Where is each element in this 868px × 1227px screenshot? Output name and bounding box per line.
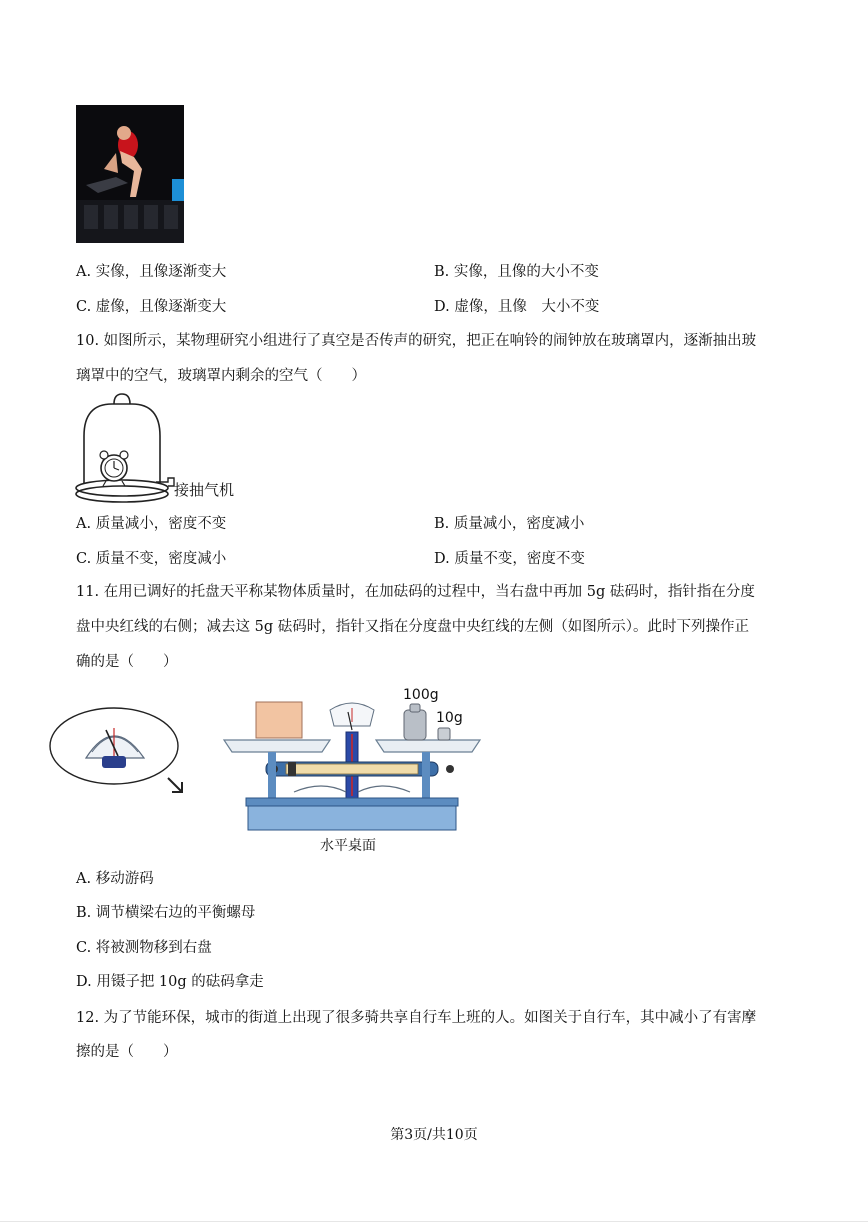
q10-option-d: D. 质量不变，密度不变 [434,551,585,567]
vacuum-pump-label: 接抽气机 [174,481,235,499]
q10-option-c: C. 质量不变，密度减小 [76,551,227,567]
q11-option-d: D. 用镊子把 10g 的砝码拿走 [76,974,264,990]
weight-100g-label: 100g [403,687,439,703]
q11-stem-line1: 11. 在用已调好的托盘天平称某物体质量时，在加砝码的过程中，当右盘中再加 5g 砝码时，指针指在分度 [76,584,755,600]
q10-option-a: A. 质量减小，密度不变 [76,516,227,532]
q11-stem-line3: 确的是（ ） [76,654,178,670]
q10-option-b: B. 质量减小，密度减小 [434,516,585,532]
pointer-dial-inset [48,706,198,806]
q11-option-a: A. 移动游码 [76,871,154,887]
q11-stem-line2: 盘中央红线的右侧；减去这 5g 砝码时，指针又指在分度盘中央红线的左侧（如图所示）。此时下列操作正 [76,619,749,635]
table-label: 水平桌面 [320,838,376,854]
q9-option-c: C. 虚像，且像逐渐变大 [76,299,227,315]
weight-10g-label: 10g [436,710,463,726]
q9-option-a: A. 实像，且像逐渐变大 [76,264,227,280]
page-footer: 第3页/共10页 [390,1127,478,1143]
q10-stem-line1: 10. 如图所示，某物理研究小组进行了真空是否传声的研究，把正在响铃的闹钟放在玻璃罩内，逐渐抽出玻 [76,333,757,349]
bottom-divider [0,1221,868,1222]
q11-option-c: C. 将被测物移到右盘 [76,940,212,956]
q10-stem-line2: 璃罩中的空气，玻璃罩内剩余的空气（ ） [76,368,366,384]
diver-photo [76,105,184,243]
q12-stem-line1: 12. 为了节能环保，城市的街道上出现了很多骑共享自行车上班的人。如图关于自行车，其中减小了有害摩 [76,1010,757,1026]
q12-stem-line2: 擦的是（ ） [76,1044,178,1060]
q9-option-b: B. 实像，且像的大小不变 [434,264,599,280]
q9-option-d: D. 虚像，且像 大小不变 [434,299,600,315]
q11-option-b: B. 调节横梁右边的平衡螺母 [76,905,256,921]
